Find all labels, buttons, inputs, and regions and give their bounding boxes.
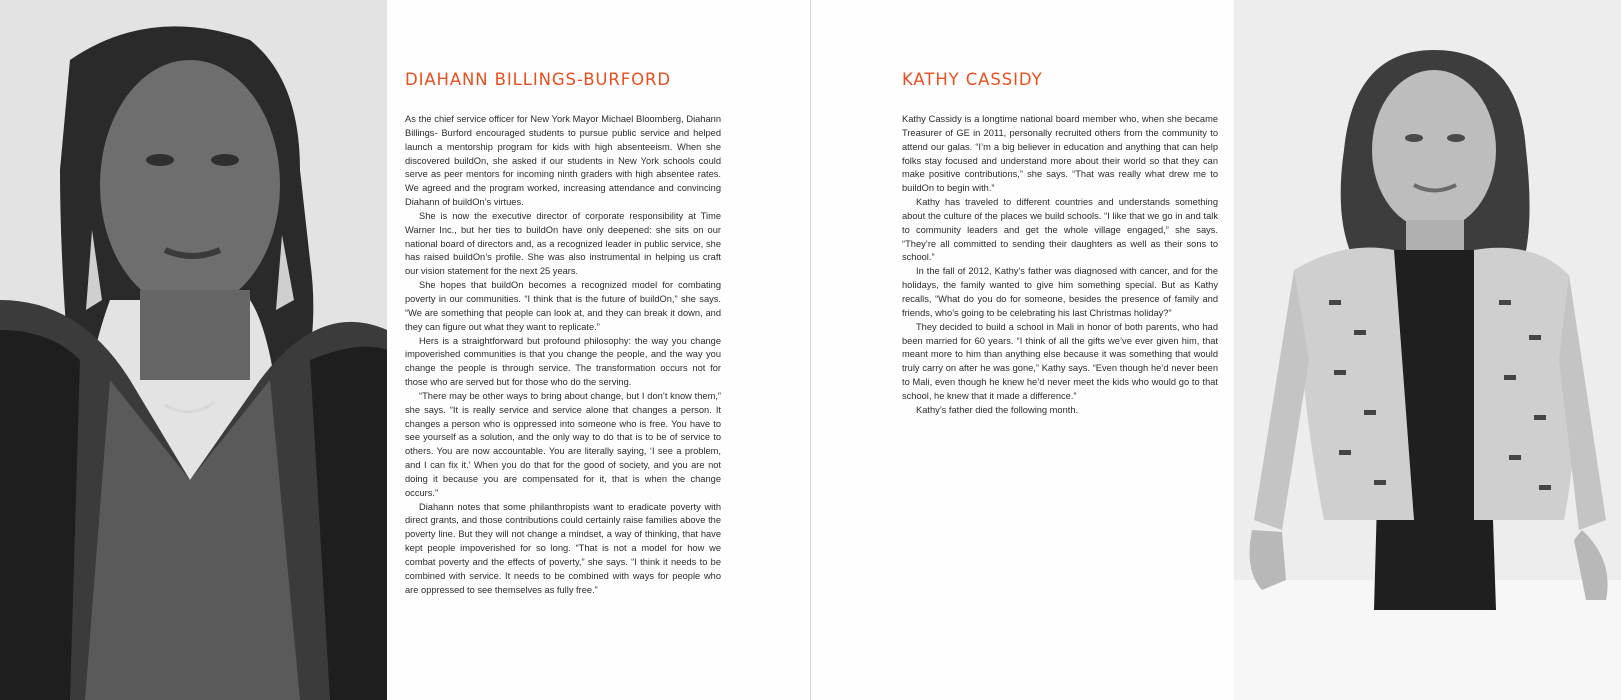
bio-paragraph: Kathy Cassidy is a longtime national board member who, when she became Treasurer of GE in 2011, personally recruited others from the community to attend our galas. “I’m a big believer in education and anything that can help folks stay focused and understand more about their world so that they can make positive contributions,” she says. “That was really what drew me to buildOn to begin with.”	[902, 114, 1218, 194]
bio-paragraph: Kathy’s father died the following month.	[916, 404, 1079, 415]
portrait-photo-right	[1234, 0, 1621, 700]
bio-paragraph: “There may be other ways to bring about change, but I don’t know them,” she says. “It is really service and service alone that changes a person. It changes a person who is oppressed into someone who is free. You have to see yourself as a solution, and the only way to do that is to be of service to others. You are now accountable. You are literally saying, ‘I see a problem, and I can fix it.’ When you do that for the good of society, and you are not doing it because you are compensated for it, that is when the change occurs.”	[405, 390, 721, 498]
page-gutter	[810, 0, 811, 700]
bio-paragraph: She is now the executive director of corporate responsibility at Time Warner Inc., but her ties to buildOn have only deepened: she sits on our national board of directors and, as a recognized leader in public service, she has raised buildOn’s profile. She was also instrumental in helping us craft our vision statement for the next 25 years.	[405, 210, 721, 277]
bio-paragraph: In the fall of 2012, Kathy’s father was diagnosed with cancer, and for the holidays, the family wanted to give him something special. But as Kathy recalls, “What do you do for someone, besides the presence of family and friends, who’s going to be celebrating his last Christmas holiday?”	[902, 266, 1218, 318]
bio-paragraph: Diahann notes that some philanthropists want to eradicate poverty with direct grants, and those contributions could certainly raise families above the poverty line. But they will not change a mindset, a way of thinking, that have kept people impoverished for so long. “That is not a model for how we combat poverty and the effects of poverty,” she says. “I think it needs to be combined with service. It needs to be combined with ways for people who are oppressed to see themselves as fully free.”	[405, 501, 721, 595]
bio-paragraph: Kathy has traveled to different countries and understands something about the culture of the places we build schools. “I like that we go in and talk to community leaders and get the whole village engaged,” she says. “They’re all committed to sending their daughters as well as their sons to school.”	[902, 197, 1218, 263]
bio-body	[405, 113, 721, 598]
person-name-heading: KATHY CASSIDY	[902, 70, 1043, 89]
portrait-photo-left	[0, 0, 387, 700]
bio-body	[902, 113, 1218, 418]
bio-paragraph: She hopes that buildOn becomes a recognized model for combating poverty in our communities. “I think that is the future of buildOn,” she says. “We are something that people can look at, and they can break it down, and they can figure out what they want to replicate.”	[405, 280, 721, 332]
person-name-heading: DIAHANN BILLINGS-BURFORD	[405, 70, 671, 89]
bio-paragraph: As the chief service officer for New York Mayor Michael Bloomberg, Diahann Billings- Burford encouraged students to pursue public service and helped launch a mentorship program for kids with high absenteeism. When she discovered buildOn, she asked if our students in New York schools could serve as peer mentors for incoming ninth graders with high absentee rates. We agreed and the program worked, increasing attendance and convincing Diahann of buildOn’s virtues.	[405, 114, 721, 208]
bio-paragraph: They decided to build a school in Mali in honor of both parents, who had been married for 60 years. “I think of all the gifts we’ve ever given him, that meant more to him than anything else because it was something that would truly carry on after he was gone,” Kathy says. “Even though he’d never been to Mali, even though he knew he’d never meet the kids who would go to that school, he knew that it made a difference.”	[902, 321, 1218, 401]
bio-paragraph: Hers is a straightforward but profound philosophy: the way you change impoverished communities is that you change the people, and the way you change the people is through service. The transformation occurs not for those who are served but for those who do the serving.	[405, 335, 721, 388]
